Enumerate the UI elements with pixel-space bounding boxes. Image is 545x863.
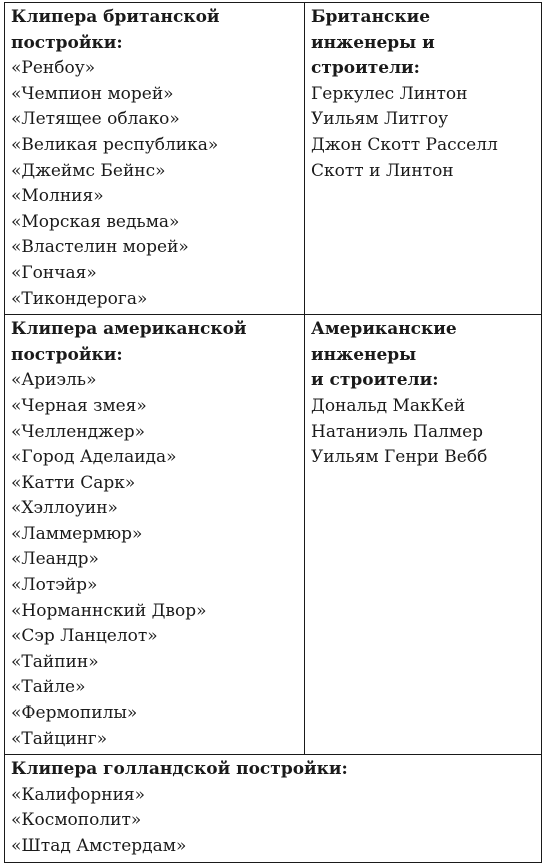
list-item: «Черная змея» bbox=[11, 395, 147, 416]
list-item: «Космополит» bbox=[11, 810, 142, 831]
dutch-clippers-heading: Клипера голландской постройки: bbox=[11, 759, 348, 780]
british-builders-list bbox=[311, 82, 535, 184]
american-builders-list bbox=[311, 394, 535, 471]
list-item: «Тикондерога» bbox=[11, 288, 148, 309]
table-row-american bbox=[5, 315, 542, 755]
list-item: «Властелин морей» bbox=[11, 237, 189, 258]
list-item: «Ренбоу» bbox=[11, 58, 96, 79]
list-item: «Летящее облако» bbox=[11, 109, 180, 130]
list-item: «Сэр Ланцелот» bbox=[11, 626, 158, 647]
clipper-table bbox=[4, 2, 542, 863]
list-item: «Хэллоуин» bbox=[11, 498, 118, 519]
list-item: Геркулес Линтон bbox=[311, 83, 468, 104]
cell-american-builders bbox=[305, 315, 542, 755]
american-builders-heading-line2: и строители: bbox=[311, 370, 439, 391]
list-item: Джон Скотт Расселл bbox=[311, 134, 498, 155]
list-item: «Челленджер» bbox=[11, 421, 146, 442]
list-item: «Катти Сарк» bbox=[11, 472, 136, 493]
cell-british-builders bbox=[305, 3, 542, 315]
list-item: «Морская ведьма» bbox=[11, 211, 180, 232]
table-row-dutch bbox=[5, 755, 542, 862]
british-builders-heading: Британские инженеры и строители: bbox=[311, 7, 435, 79]
list-item: «Калифорния» bbox=[11, 784, 146, 805]
list-item: Скотт и Линтон bbox=[311, 160, 454, 181]
list-item: «Тайпин» bbox=[11, 651, 99, 672]
list-item: Натаниэль Палмер bbox=[311, 421, 484, 442]
list-item: Уильям Литгоу bbox=[311, 109, 449, 130]
american-clippers-list bbox=[11, 368, 298, 752]
list-item: «Ламмермюр» bbox=[11, 523, 143, 544]
list-item: Дональд МакКей bbox=[311, 395, 466, 416]
list-item: «Тайле» bbox=[11, 677, 86, 698]
cell-british-clippers bbox=[5, 3, 305, 315]
list-item: «Лотэйр» bbox=[11, 575, 98, 596]
list-item: «Чемпион морей» bbox=[11, 83, 174, 104]
list-item: «Город Аделаида» bbox=[11, 447, 177, 468]
american-builders-heading-line1: Американские инженеры bbox=[311, 319, 457, 365]
cell-american-clippers bbox=[5, 315, 305, 755]
list-item: «Джеймс Бейнс» bbox=[11, 160, 166, 181]
cell-dutch-clippers bbox=[5, 755, 542, 862]
list-item: «Фермопилы» bbox=[11, 703, 138, 724]
list-item: «Тайцинг» bbox=[11, 728, 108, 749]
british-clippers-list bbox=[11, 56, 298, 312]
british-clippers-heading: Клипера британской постройки: bbox=[11, 7, 220, 53]
list-item: «Леандр» bbox=[11, 549, 99, 570]
list-item: «Штад Амстердам» bbox=[11, 836, 187, 856]
table-row-british bbox=[5, 3, 542, 315]
list-item: «Гончая» bbox=[11, 262, 97, 283]
list-item: «Молния» bbox=[11, 186, 104, 207]
american-clippers-heading: Клипера американской постройки: bbox=[11, 319, 247, 365]
dutch-clippers-list bbox=[11, 783, 535, 860]
list-item: Уильям Генри Вебб bbox=[311, 447, 488, 468]
list-item: «Норманнский Двор» bbox=[11, 600, 207, 621]
list-item: «Ариэль» bbox=[11, 370, 97, 391]
list-item: «Великая республика» bbox=[11, 134, 219, 155]
